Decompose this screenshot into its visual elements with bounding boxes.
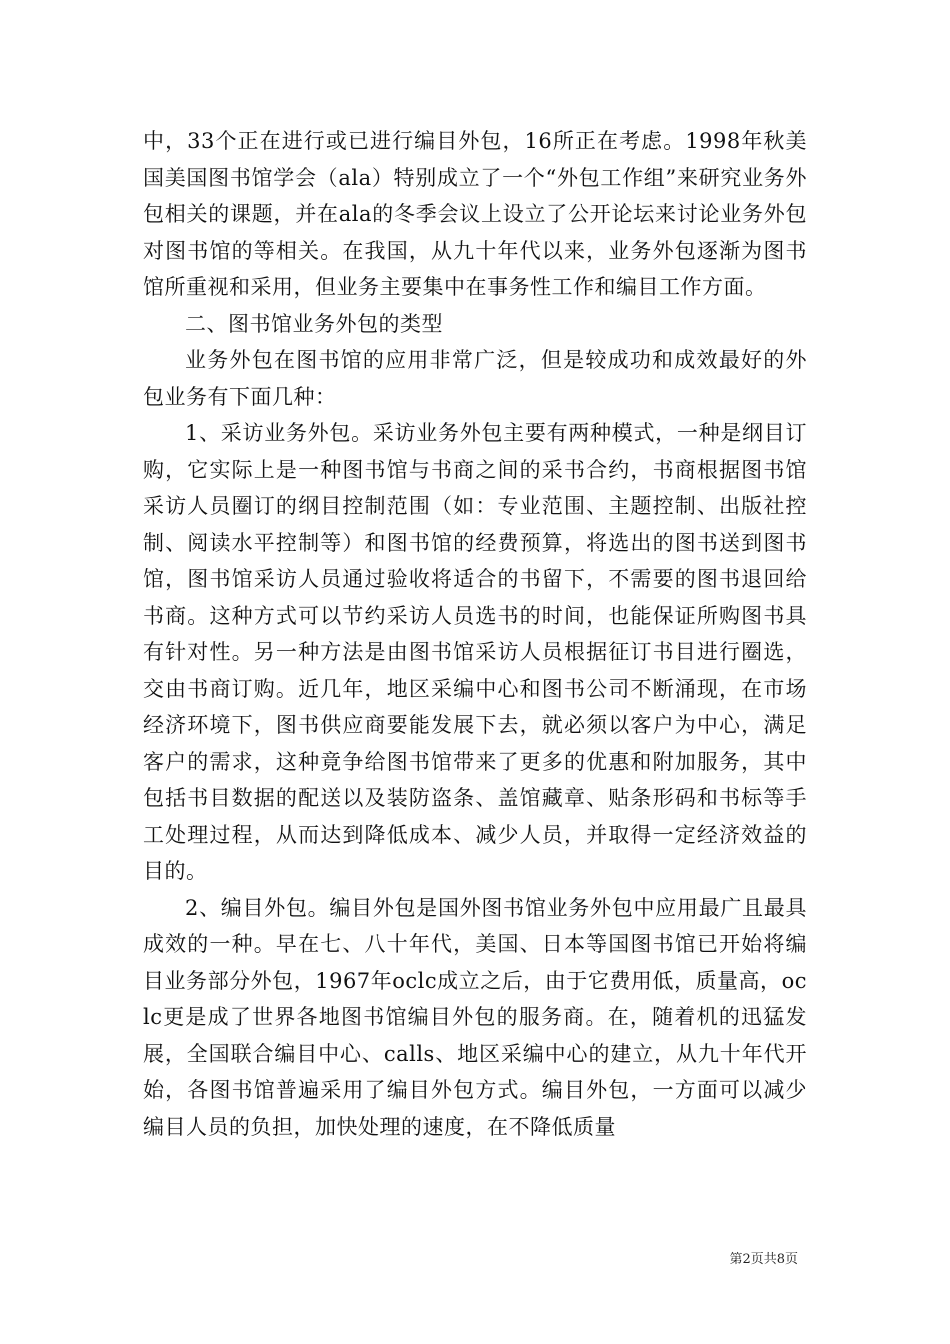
section-heading: 二、图书馆业务外包的类型 — [185, 311, 443, 336]
page-number-footer: 第2页共8页 — [729, 1252, 798, 1267]
document-body — [143, 123, 807, 1145]
paragraph-cataloging-outsourcing: 2、编目外包。编目外包是国外图书馆业务外包中应用最广且最具成效的一种。早在七、八十年代，美国、日本等国图书馆已开始将编目业务部分外包，1967年oclc成立之后，由于它费用低，质量高，oclc更是成了世界各地图书馆编目外包的服务商。在，随着机的迅猛发展，全国联合编目中心、calls、地区采编中心的建立，从九十年代开始，各图书馆普遍采用了编目外包方式。编目外包，一方面可以减少编目人员的负担，加快处理的速度，在不降低质量 — [143, 895, 807, 1139]
paragraph-acquisition-outsourcing: 1、采访业务外包。采访业务外包主要有两种模式，一种是纲目订购，它实际上是一种图书馆与书商之间的采书合约，书商根据图书馆采访人员圈订的纲目控制范围（如：专业范围、主题控制、出版社控制、阅读水平控制等）和图书馆的经费预算，将选出的图书送到图书馆，图书馆采访人员通过验收将适合的书留下，不需要的图书退回给书商。这种方式可以节约采访人员选书的时间，也能保证所购图书具有针对性。另一种方法是由图书馆采访人员根据征订书目进行圈选，交由书商订购。近几年，地区采编中心和图书公司不断涌现，在市场经济环境下，图书供应商要能发展下去，就必须以客户为中心，满足客户的需求，这种竟争给图书馆带来了更多的优惠和附加服务，其中包括书目数据的配送以及装防盗条、盖馆藏章、贴条形码和书标等手工处理过程，从而达到降低成本、减少人员，并取得一定经济效益的目的。 — [143, 421, 807, 883]
paragraph-intro: 业务外包在图书馆的应用非常广泛，但是较成功和成效最好的外包业务有下面几种： — [143, 348, 807, 409]
paragraph-continuation: 中，33个正在进行或已进行编目外包，16所正在考虑。1998年秋美国美国图书馆学会（ala）特别成立了一个“外包工作组”来研究业务外包相关的课题，并在ala的冬季会议上设立了公开论坛来讨论业务外包对图书馆的等相关。在我国，从九十年代以来，业务外包逐渐为图书馆所重视和采用，但业务主要集中在事务性工作和编目工作方面。 — [143, 129, 807, 299]
